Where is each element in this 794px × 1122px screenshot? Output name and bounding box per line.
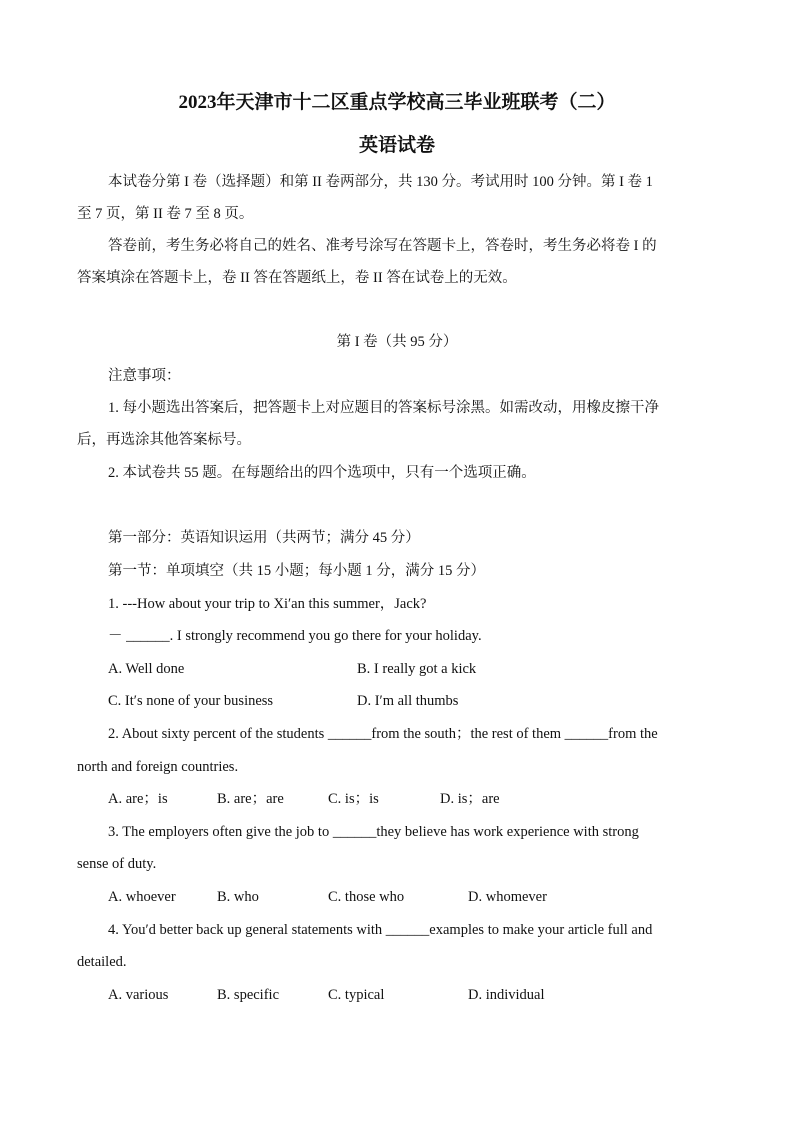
question-4-stem-line-1: 4. You′d better back up general statements with ______examples to make your article full and xyxy=(108,922,653,938)
question-2-stem-line-1: 2. About sixty percent of the students ______from the south；the rest of them ______from the xyxy=(108,726,658,742)
question-4-option-c: C. typical xyxy=(328,987,385,1003)
question-4-option-a: A. various xyxy=(108,987,169,1003)
question-1-option-a: A. Well done xyxy=(108,661,185,677)
question-3-stem-line-1: 3. The employers often give the job to ______they believe has work experience with strong xyxy=(108,824,639,840)
notes-label: 注意事项： xyxy=(108,368,181,384)
question-4-option-d: D. individual xyxy=(468,987,545,1003)
question-2-option-c: C. is；is xyxy=(328,791,379,807)
question-4-option-b: B. specific xyxy=(217,987,280,1003)
volume-1-heading: 第 I 卷（共 95 分） xyxy=(336,334,458,350)
section-1-heading: 第一节：单项填空（共 15 小题；每小题 1 分，满分 15 分） xyxy=(108,563,485,579)
note-2: 2. 本试卷共 55 题。在每题给出的四个选项中，只有一个选项正确。 xyxy=(108,465,536,481)
question-1-option-d: D. I′m all thumbs xyxy=(357,693,459,709)
question-1-option-b: B. I really got a kick xyxy=(357,661,477,677)
note-1-line-1: 1. 每小题选出答案后，把答题卡上对应题目的答案标号涂黑。如需改动，用橡皮擦干净 xyxy=(108,400,659,416)
note-1-line-2: 后，再选涂其他答案标号。 xyxy=(77,432,251,448)
intro-paragraph-1-line-1: 本试卷分第 I 卷（选择题）和第 II 卷两部分，共 130 分。考试用时 100 分钟。第 I 卷 1 xyxy=(108,174,653,190)
question-3-option-a: A. whoever xyxy=(108,889,176,905)
question-3-option-d: D. whomever xyxy=(468,889,547,905)
question-3-stem-line-2: sense of duty. xyxy=(77,856,157,872)
exam-title: 2023年天津市十二区重点学校高三毕业班联考（二） xyxy=(178,92,616,113)
question-2-option-a: A. are；is xyxy=(108,791,168,807)
question-2-option-d: D. is；are xyxy=(440,791,500,807)
question-3-option-b: B. who xyxy=(217,889,259,905)
intro-paragraph-2-line-2: 答案填涂在答题卡上，卷 II 答在答题纸上，卷 II 答在试卷上的无效。 xyxy=(77,270,517,286)
part-1-heading: 第一部分：英语知识运用（共两节；满分 45 分） xyxy=(108,530,420,546)
question-4-stem-line-2: detailed. xyxy=(77,954,127,970)
question-1-response: － ______. I strongly recommend you go there for your holiday. xyxy=(108,628,482,644)
question-3-option-c: C. those who xyxy=(328,889,405,905)
question-2-option-b: B. are；are xyxy=(217,791,284,807)
intro-paragraph-2-line-1: 答卷前，考生务必将自己的姓名、准考号涂写在答题卡上，答卷时，考生务必将卷 I 的 xyxy=(108,238,657,254)
question-1-option-c: C. It′s none of your business xyxy=(108,693,274,709)
exam-subtitle: 英语试卷 xyxy=(358,135,435,156)
question-1-stem: 1. ---How about your trip to Xi′an this summer，Jack? xyxy=(108,596,427,612)
question-2-stem-line-2: north and foreign countries. xyxy=(77,759,239,775)
intro-paragraph-1-line-2: 至 7 页，第 II 卷 7 至 8 页。 xyxy=(77,206,254,222)
